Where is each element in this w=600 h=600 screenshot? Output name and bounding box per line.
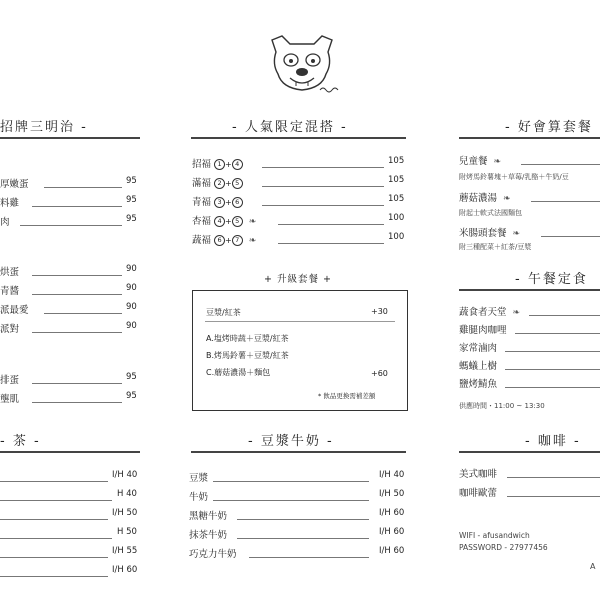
item-price: I/H 60 [379, 546, 405, 556]
list-item [0, 470, 140, 486]
dotted-leader [278, 243, 384, 244]
leaf-icon: ❧ [493, 157, 502, 167]
item-name: 烘蛋 [0, 267, 20, 278]
plus-sign: + [225, 160, 232, 169]
item-price: I/H 50 [112, 508, 138, 518]
list-item [459, 466, 600, 482]
list-item [0, 508, 140, 524]
item-name: 螞蟻上樹 [459, 361, 498, 372]
item-name: 肉 [0, 217, 10, 228]
section-title-signature: 招牌三明治 - [0, 120, 88, 135]
number-circle: 4 [232, 159, 243, 170]
dotted-leader [262, 205, 384, 206]
dotted-leader [0, 519, 108, 520]
item-name: 青福 3 + 6 [192, 194, 243, 208]
list-item [459, 304, 600, 320]
dotted-leader [213, 481, 369, 482]
dotted-leader [237, 538, 369, 539]
item-price: I/H 40 [379, 470, 405, 480]
section-rule-signature [0, 137, 140, 139]
item-name: 滿福 2 + 5 [192, 175, 243, 189]
upgrade-title: + 升級套餐 + [264, 274, 332, 285]
dotted-leader [213, 500, 369, 501]
number-circle: 2 [214, 178, 225, 189]
list-item [0, 283, 140, 299]
number-circle: 6 [232, 197, 243, 208]
dotted-leader [278, 224, 384, 225]
list-item [189, 527, 406, 543]
list-item [192, 232, 406, 248]
list-item [459, 358, 600, 374]
item-price: H 50 [117, 527, 137, 537]
list-item [0, 527, 140, 543]
dotted-leader [20, 225, 122, 226]
upgrade-base-label: 豆漿/紅茶 [206, 308, 241, 317]
dotted-leader [32, 294, 122, 295]
item-name: 蘑菇濃湯 ❧ [459, 193, 511, 204]
dotted-leader [32, 275, 122, 276]
dotted-leader [505, 351, 600, 352]
list-item [189, 546, 406, 562]
list-item [0, 321, 140, 337]
dotted-leader [32, 332, 122, 333]
item-name: 派對 [0, 324, 20, 335]
section-title-lunch: - 午餐定食 [515, 272, 588, 287]
list-item [459, 376, 600, 392]
item-price: I/H 60 [379, 508, 405, 518]
item-name: 招福 1 + 4 [192, 156, 243, 170]
dotted-leader [521, 164, 600, 165]
item-price: I/H 60 [112, 565, 138, 575]
item-price: 100 [388, 213, 405, 223]
item-price: 105 [388, 194, 405, 204]
item-name: 牛奶 [189, 492, 209, 503]
logo [262, 28, 342, 98]
upgrade-options-price: +60 [371, 369, 388, 378]
dotted-leader [32, 383, 122, 384]
section-rule-lunch [459, 289, 600, 291]
list-item [0, 391, 140, 407]
number-circle: 5 [232, 216, 243, 227]
item-price: 90 [126, 264, 137, 274]
leaf-icon: ❧ [512, 308, 521, 318]
item-name: 料雞 [0, 198, 20, 209]
list-item [0, 214, 140, 230]
dotted-leader [507, 496, 600, 497]
list-item [0, 565, 140, 581]
dotted-leader [0, 557, 108, 558]
section-title-popular: - 人氣限定混搭 - [232, 120, 348, 135]
item-name: 抹茶牛奶 [189, 530, 228, 541]
item-price: I/H 50 [379, 489, 405, 499]
item-name: 兒童餐 ❧ [459, 156, 502, 167]
section-rule-tea [0, 451, 140, 453]
dotted-leader [529, 315, 600, 316]
wifi-password: PASSWORD - 27977456 [459, 543, 548, 552]
dotted-leader [32, 206, 122, 207]
item-name: 巧克力牛奶 [189, 549, 237, 560]
dotted-leader [505, 369, 600, 370]
item-price: 95 [126, 391, 137, 401]
section-rule-soy [191, 451, 406, 453]
dotted-leader [237, 519, 369, 520]
item-name: 杏福 4 + 5 ❧ [192, 216, 257, 227]
section-rule-coffee [459, 451, 600, 453]
number-circle: 4 [214, 216, 225, 227]
dotted-leader [249, 557, 369, 558]
upgrade-base-price: +30 [371, 307, 388, 316]
item-name: 蔬福 6 + 7 ❧ [192, 235, 257, 246]
dotted-leader [515, 333, 600, 334]
item-name: 米腸頭套餐 ❧ [459, 228, 521, 239]
number-circle: 3 [214, 197, 225, 208]
leaf-icon: ❧ [503, 194, 511, 204]
upgrade-option: A.塩烤時蔬＋豆漿/紅茶 [206, 334, 289, 343]
dotted-leader [0, 576, 108, 577]
item-price: I/H 40 [112, 470, 138, 480]
upgrade-option: C.蘑菇濃湯＋麵包 [206, 368, 271, 377]
dotted-leader [531, 201, 600, 202]
item-name: 鹽烤鯖魚 [459, 379, 498, 390]
dotted-leader [0, 481, 108, 482]
item-name: 家常滷肉 [459, 343, 498, 354]
item-price: 105 [388, 156, 405, 166]
list-item [189, 470, 406, 486]
list-item [0, 195, 140, 211]
item-price: 90 [126, 321, 137, 331]
list-item [0, 176, 140, 192]
list-item [189, 489, 406, 505]
item-price: 95 [126, 176, 137, 186]
item-name: 厚嫩蛋 [0, 179, 29, 190]
item-price: 95 [126, 214, 137, 224]
dotted-leader [44, 187, 122, 188]
section-title-soy: - 豆漿牛奶 - [248, 434, 334, 449]
item-name: 壟肌 [0, 394, 20, 405]
dotted-leader [262, 186, 384, 187]
list-item [459, 153, 600, 169]
item-name: 美式咖啡 [459, 469, 498, 480]
item-name: 雞腿肉咖哩 [459, 325, 507, 336]
item-name: 黑糖牛奶 [189, 511, 228, 522]
item-desc: 附烤馬鈴薯塊＋草莓/乳酪＋牛奶/豆 [459, 173, 569, 181]
corner-letter: A [590, 562, 596, 571]
number-circle: 1 [214, 159, 225, 170]
upgrade-note: * 飲品更換需補差額 [318, 392, 376, 400]
dotted-leader [32, 402, 122, 403]
section-title-tea: - 茶 - [0, 434, 41, 449]
list-item [459, 485, 600, 501]
item-price: 105 [388, 175, 405, 185]
section-rule-popular [191, 137, 406, 139]
plus-sign: + [225, 217, 232, 226]
divider [205, 321, 395, 322]
number-circle: 5 [232, 178, 243, 189]
list-item [459, 190, 600, 206]
lunch-hours: 供應時間・11:00 ~ 13:30 [459, 402, 545, 410]
item-price: 90 [126, 302, 137, 312]
dotted-leader [505, 387, 600, 388]
item-price: 95 [126, 372, 137, 382]
item-price: I/H 55 [112, 546, 138, 556]
dotted-leader [0, 538, 112, 539]
leaf-icon: ❧ [248, 217, 257, 227]
plus-sign: + [225, 198, 232, 207]
list-item [0, 489, 140, 505]
bulldog-face-icon [262, 28, 342, 98]
list-item [192, 194, 406, 210]
list-item [0, 264, 140, 280]
dotted-leader [44, 313, 122, 314]
section-rule-combo [459, 137, 600, 139]
wifi-ssid: WIFI - afusandwich [459, 531, 530, 540]
item-price: 95 [126, 195, 137, 205]
item-name: 豆漿 [189, 473, 209, 484]
list-item [192, 175, 406, 191]
number-circle: 6 [214, 235, 225, 246]
leaf-icon: ❧ [248, 236, 257, 246]
section-title-coffee: - 咖啡 - [525, 434, 581, 449]
list-item [192, 213, 406, 229]
item-name: 青醬 [0, 286, 20, 297]
item-name: 排蛋 [0, 375, 20, 386]
list-item [189, 508, 406, 524]
list-item [192, 156, 406, 172]
leaf-icon: ❧ [512, 229, 521, 239]
number-circle: 7 [232, 235, 243, 246]
dotted-leader [0, 500, 112, 501]
upgrade-box [192, 290, 408, 411]
list-item [459, 225, 600, 241]
dotted-leader [262, 167, 384, 168]
item-desc: 附三種配菜＋紅茶/豆漿 [459, 243, 532, 251]
plus-sign: + [225, 179, 232, 188]
item-name: 派最愛 [0, 305, 29, 316]
item-price: I/H 60 [379, 527, 405, 537]
plus-sign: + [225, 236, 232, 245]
item-name: 咖啡歐蕾 [459, 488, 498, 499]
item-price: H 40 [117, 489, 137, 499]
section-title-combo: - 好會算套餐 [505, 120, 593, 135]
item-desc: 附起士軟式法國麵包 [459, 209, 522, 217]
list-item [459, 322, 600, 338]
item-price: 90 [126, 283, 137, 293]
list-item [459, 340, 600, 356]
dotted-leader [507, 477, 600, 478]
item-name: 蔬食者天堂 ❧ [459, 307, 521, 318]
list-item [0, 372, 140, 388]
upgrade-option: B.烤馬鈴薯＋豆漿/紅茶 [206, 351, 289, 360]
dotted-leader [541, 236, 600, 237]
item-price: 100 [388, 232, 405, 242]
list-item [0, 302, 140, 318]
list-item [0, 546, 140, 562]
